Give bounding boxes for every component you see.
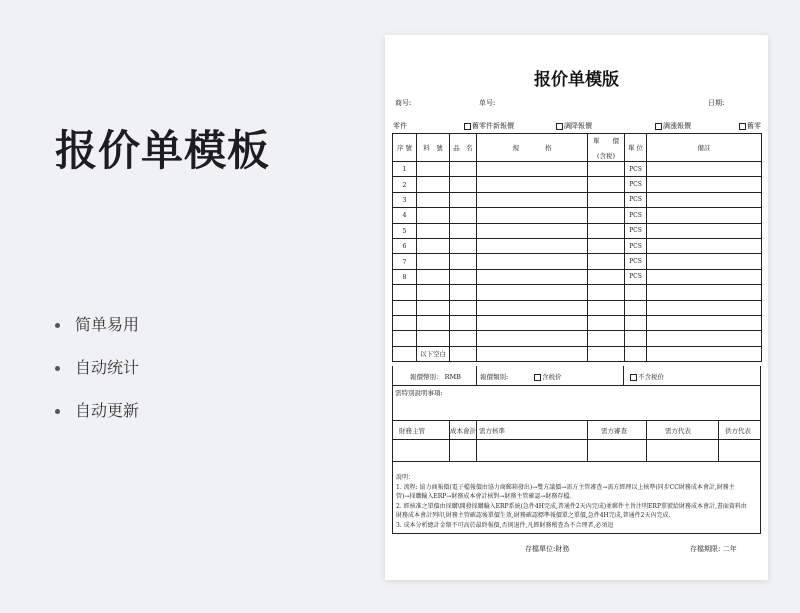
quote-type-label: 報價類別: <box>480 373 509 381</box>
row-cell[interactable] <box>417 223 450 238</box>
row-cell[interactable] <box>450 238 477 253</box>
option-old-part[interactable]: 舊零 <box>739 121 761 131</box>
row-unit[interactable]: PCS <box>625 162 647 177</box>
bullet-icon <box>55 366 60 371</box>
row-cell[interactable] <box>417 315 450 330</box>
row-seq[interactable]: 7 <box>393 254 417 269</box>
row-cell[interactable] <box>477 177 588 192</box>
row-cell[interactable] <box>417 300 450 315</box>
checkbox-icon <box>630 374 637 381</box>
row-cell[interactable] <box>647 162 762 177</box>
row-cell[interactable] <box>477 331 588 346</box>
row-cell[interactable] <box>647 177 762 192</box>
notes-line: 1. 流程: 協力商報價(電子檔報價由協力商郵箱發出)→雙方議價→需方主管審查→需方經理以上核準(同步CC財務成本會計,財務主 <box>396 483 735 491</box>
row-cell[interactable] <box>477 192 588 207</box>
row-cell[interactable] <box>417 162 450 177</box>
sig-cost-accountant: 成本會計 <box>450 427 476 435</box>
row-cell[interactable] <box>477 315 588 330</box>
archive-period: 存檔期限: 二年 <box>690 545 737 553</box>
row-unit[interactable]: PCS <box>625 238 647 253</box>
row-cell[interactable] <box>417 254 450 269</box>
notes-line: 管)→採購輸入ERP→財務成本會計核對→財務主管確認→財務存檔。 <box>396 493 576 500</box>
row-seq[interactable]: 3 <box>393 192 417 207</box>
bullet-icon <box>55 409 60 414</box>
row-cell[interactable] <box>417 208 450 223</box>
table-row <box>393 162 762 177</box>
row-unit[interactable] <box>625 285 647 300</box>
header-remark: 備註 <box>647 134 762 162</box>
header-name: 品 名 <box>450 134 477 162</box>
row-unit[interactable] <box>625 315 647 330</box>
table-row <box>393 192 762 207</box>
row-unit[interactable]: PCS <box>625 223 647 238</box>
row-cell[interactable] <box>647 300 762 315</box>
sig-finance-supervisor: 財務主管 <box>399 427 425 435</box>
blank-row-note: 以下空白 <box>417 346 450 361</box>
bullet-icon <box>55 323 60 328</box>
row-cell[interactable] <box>588 177 625 192</box>
row-seq[interactable]: 4 <box>393 208 417 223</box>
header-material: 料 號 <box>417 134 450 162</box>
checkbox-icon <box>534 374 541 381</box>
row-cell[interactable] <box>417 192 450 207</box>
row-unit[interactable] <box>625 300 647 315</box>
checkbox-icon <box>464 123 471 130</box>
row-cell[interactable] <box>450 223 477 238</box>
feature-item: 简单易用 <box>55 312 139 355</box>
header-unit: 單 位 <box>625 134 647 162</box>
document-title: 报价单模版 <box>534 70 619 90</box>
feature-item: 自动统计 <box>55 355 139 398</box>
row-cell[interactable] <box>450 331 477 346</box>
row-cell[interactable] <box>450 269 477 284</box>
sig-buyer-approval: 需方核準 <box>479 427 505 435</box>
table-row <box>393 269 762 284</box>
row-cell[interactable] <box>417 177 450 192</box>
row-seq[interactable] <box>393 331 417 346</box>
row-cell[interactable] <box>450 208 477 223</box>
row-unit[interactable]: PCS <box>625 254 647 269</box>
date-label: 日期: <box>708 99 725 107</box>
notes-line: 3. 成本分析總計金額不可高於最終報價,否則退件,凡經財務稽查為不合理者,必須追 <box>396 521 614 529</box>
row-cell[interactable] <box>450 285 477 300</box>
row-cell[interactable] <box>647 238 762 253</box>
row-seq[interactable] <box>393 315 417 330</box>
row-cell[interactable] <box>647 223 762 238</box>
table-row <box>393 254 762 269</box>
row-cell[interactable] <box>588 223 625 238</box>
row-cell[interactable] <box>588 269 625 284</box>
row-seq[interactable]: 8 <box>393 269 417 284</box>
row-cell[interactable] <box>647 254 762 269</box>
row-cell[interactable] <box>647 331 762 346</box>
special-notes-label: 需特別說明事項: <box>395 389 443 397</box>
row-seq[interactable] <box>393 300 417 315</box>
row-unit[interactable]: PCS <box>625 177 647 192</box>
row-cell[interactable] <box>477 162 588 177</box>
row-cell[interactable] <box>588 162 625 177</box>
currency-row <box>392 366 761 386</box>
table-row <box>393 315 762 330</box>
row-cell[interactable] <box>588 331 625 346</box>
archive-dept: 存檔單位:財務 <box>525 545 570 553</box>
sig-supplier-rep: 供方代表 <box>725 427 751 435</box>
header-seq: 序 號 <box>393 134 417 162</box>
row-cell[interactable] <box>417 238 450 253</box>
row-cell[interactable] <box>647 269 762 284</box>
table-row <box>393 331 762 346</box>
row-cell[interactable] <box>477 238 588 253</box>
table-row <box>393 223 762 238</box>
row-cell[interactable] <box>647 315 762 330</box>
quote-table <box>392 133 762 362</box>
table-row <box>393 177 762 192</box>
row-cell[interactable] <box>588 300 625 315</box>
row-cell[interactable] <box>417 285 450 300</box>
special-notes-box[interactable] <box>392 385 761 421</box>
row-cell[interactable] <box>588 285 625 300</box>
header-spec: 規 格 <box>477 134 588 162</box>
row-cell[interactable] <box>477 208 588 223</box>
row-cell[interactable] <box>588 192 625 207</box>
row-cell[interactable] <box>477 269 588 284</box>
row-cell[interactable] <box>450 315 477 330</box>
row-cell[interactable] <box>450 254 477 269</box>
table-body <box>393 162 762 347</box>
row-seq[interactable]: 6 <box>393 238 417 253</box>
table-row <box>393 208 762 223</box>
table-row <box>393 346 762 361</box>
tax-included-option[interactable]: 含税价 <box>534 372 562 381</box>
sig-buyer-rep: 需方代表 <box>665 427 691 435</box>
checkbox-icon <box>655 123 662 130</box>
row-unit[interactable]: PCS <box>625 208 647 223</box>
notes-box <box>392 461 761 534</box>
currency-value: RMB <box>444 373 461 381</box>
page-title: 报价单模板 <box>55 126 271 175</box>
table-row <box>393 300 762 315</box>
currency-label: 報價幣別： <box>410 373 443 381</box>
quote-document <box>385 35 768 580</box>
row-cell[interactable] <box>588 254 625 269</box>
row-cell[interactable] <box>647 208 762 223</box>
vendor-label: 商号: <box>395 99 412 107</box>
notes-line: 2. 經核准之單價由採購\開發採購輸入ERP系統(急件4H完成,普通件2天內完成)並郵件主旨注明ERP單號給財務成本會計,書面資料由 <box>396 502 747 510</box>
row-cell[interactable] <box>417 269 450 284</box>
row-seq[interactable]: 5 <box>393 223 417 238</box>
table-header-row <box>393 134 762 162</box>
option-price-decrease[interactable]: 調降報價 <box>556 121 592 131</box>
row-cell[interactable] <box>588 315 625 330</box>
table-row <box>393 285 762 300</box>
feature-item: 自动更新 <box>55 398 139 441</box>
row-seq[interactable] <box>393 285 417 300</box>
signature-grid <box>392 420 761 462</box>
row-cell[interactable] <box>588 208 625 223</box>
row-cell[interactable] <box>477 285 588 300</box>
row-cell[interactable] <box>450 162 477 177</box>
checkbox-icon <box>556 123 563 130</box>
row-cell[interactable] <box>477 300 588 315</box>
row-cell[interactable] <box>588 238 625 253</box>
row-unit[interactable]: PCS <box>625 192 647 207</box>
notes-line: 財務成本會計列印,財務主管確認後單價生效,財務確認標準報價單之單價,急件4H完成,普通件2天內完成. <box>396 512 671 519</box>
feature-list <box>55 312 139 441</box>
order-number-label: 单号: <box>479 99 496 107</box>
row-cell[interactable] <box>450 177 477 192</box>
row-cell[interactable] <box>450 192 477 207</box>
option-old-part-new-quote[interactable]: 舊零件新報價 <box>464 121 514 131</box>
row-cell[interactable] <box>450 300 477 315</box>
sig-buyer-review: 需方審查 <box>601 427 627 435</box>
row-cell[interactable] <box>647 192 762 207</box>
row-cell[interactable] <box>647 285 762 300</box>
option-price-increase[interactable]: 調漲報價 <box>655 121 691 131</box>
part-label: 零件 <box>393 122 407 130</box>
table-row <box>393 238 762 253</box>
row-cell[interactable] <box>477 254 588 269</box>
tax-excluded-option[interactable]: 不含税价 <box>630 372 664 381</box>
row-cell[interactable] <box>477 223 588 238</box>
row-seq[interactable]: 1 <box>393 162 417 177</box>
row-unit[interactable]: PCS <box>625 269 647 284</box>
row-unit[interactable] <box>625 331 647 346</box>
header-price: 單 價 (含税) <box>588 134 625 162</box>
checkbox-icon <box>739 123 746 130</box>
row-seq[interactable]: 2 <box>393 177 417 192</box>
row-cell[interactable] <box>417 331 450 346</box>
notes-heading: 說明： <box>396 474 415 481</box>
